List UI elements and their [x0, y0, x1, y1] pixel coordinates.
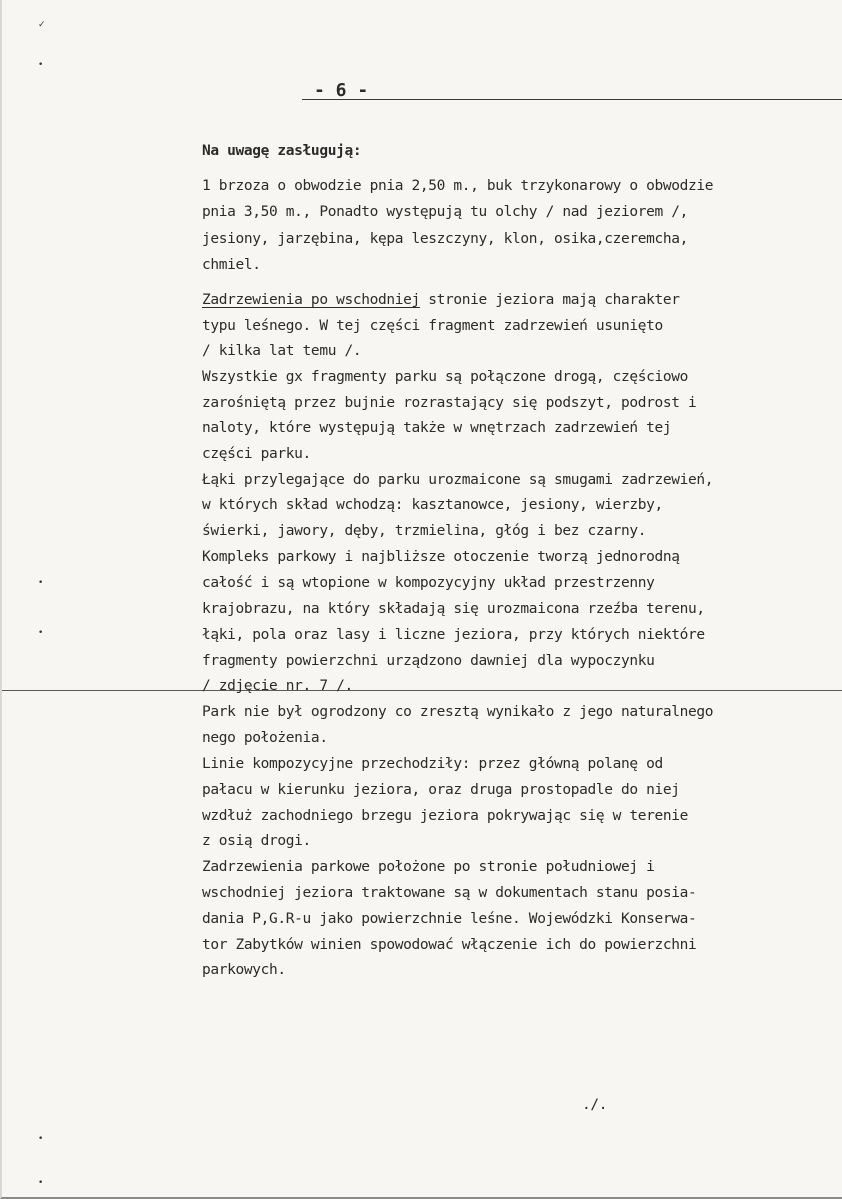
text-line: Linie kompozycyjne przechodziły: przez główną polanę od — [202, 756, 663, 772]
text-line: wschodniej jeziora traktowane są w dokumentach stanu posia- — [202, 885, 697, 901]
fold-line — [2, 690, 842, 691]
text-line: jesiony, jarzębina, kępa leszczyny, klon, osika,czeremcha, — [202, 231, 689, 247]
section-heading: Na uwagę zasługują: — [202, 143, 362, 159]
page-number: - 6 - — [314, 80, 369, 101]
margin-punch-mark: • — [38, 60, 44, 70]
underlined-phrase: Zadrzewienia po wschodniej — [202, 292, 420, 308]
text-line: chmiel. — [202, 257, 261, 273]
text-line: Łąki przylegające do parku urozmaicone są smugami zadrzewień, — [202, 472, 714, 488]
margin-punch-mark: • — [38, 1134, 44, 1144]
text-line: naloty, które występują także w wnętrzach zadrzewień tej — [202, 420, 672, 436]
text-line: z osią drogi. — [202, 833, 311, 849]
margin-punch-mark: • — [38, 628, 44, 638]
text-line: całość i są wtopione w kompozycyjny układ przestrzenny — [202, 575, 655, 591]
header-rule — [302, 99, 842, 100]
text-line: typu leśnego. W tej części fragment zadrzewień usunięto — [202, 318, 663, 334]
text-line: świerki, jawory, dęby, trzmielina, głóg i bez czarny. — [202, 523, 647, 539]
text-line: tor Zabytków winien spowodować włączenie ich do powierzchni — [202, 937, 697, 953]
margin-punch-mark: • — [38, 1178, 44, 1188]
text-line: Park nie był ogrodzony co zresztą wynikało z jego naturalnego — [202, 704, 714, 720]
text-line: pnia 3,50 m., Ponadto występują tu olchy / nad jeziorem /, — [202, 204, 689, 220]
text-line: zarośniętą przez bujnie rozrastający się podszyt, podrost i — [202, 395, 697, 411]
text-line-rest: stronie jeziora mają charakter — [419, 292, 680, 308]
text-line: 1 brzoza o obwodzie pnia 2,50 m., buk trzykonarowy o obwodzie — [202, 178, 714, 194]
text-line: Zadrzewienia parkowe położone po stronie południowej i — [202, 859, 655, 875]
text-line: wzdłuż zachodniego brzegu jeziora pokrywając się w terenie — [202, 808, 689, 824]
text-line: / kilka lat temu /. — [202, 343, 362, 359]
margin-check-mark: ✓ — [38, 20, 46, 30]
text-line: fragmenty powierzchni urządzono dawniej dla wypoczynku — [202, 653, 655, 669]
text-line: łąki, pola oraz lasy i liczne jeziora, przy których niektóre — [202, 627, 705, 643]
text-line: nego położenia. — [202, 730, 328, 746]
margin-punch-mark: • — [38, 578, 44, 588]
text-line: w których skład wchodzą: kasztanowce, jesiony, wierzby, — [202, 497, 663, 513]
text-line: Kompleks parkowy i najbliższe otoczenie tworzą jednorodną — [202, 549, 680, 565]
text-line: parkowych. — [202, 962, 286, 978]
text-line: części parku. — [202, 446, 311, 462]
continuation-mark: ./. — [582, 1097, 608, 1113]
text-line: / zdjęcie nr. 7 /. — [202, 678, 353, 694]
text-line: krajobrazu, na który składają się urozmaicona rzeźba terenu, — [202, 601, 705, 617]
text-line: Wszystkie gx fragmenty parku są połączone drogą, częściowo — [202, 369, 689, 385]
text-line: dania P,G.R-u jako powierzchnie leśne. Wojewódzki Konserwa- — [202, 911, 697, 927]
text-line-underlined — [202, 292, 680, 308]
text-line: pałacu w kierunku jeziora, oraz druga prostopadle do niej — [202, 782, 680, 798]
